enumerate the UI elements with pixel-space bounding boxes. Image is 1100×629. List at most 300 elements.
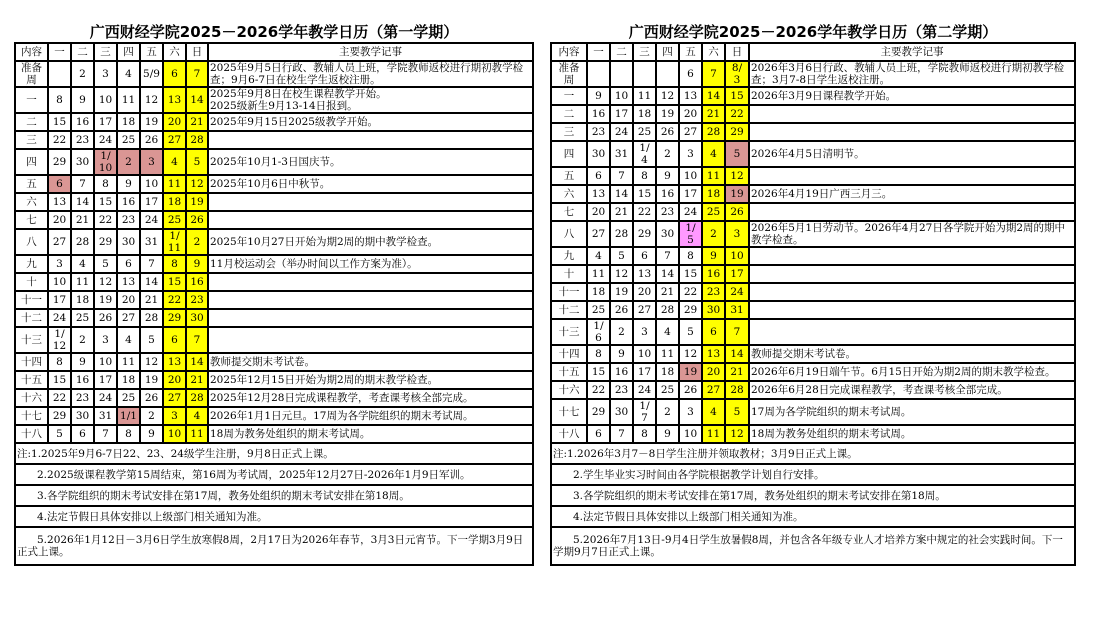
day-cell: 5	[679, 319, 702, 345]
day-cell: 27	[163, 389, 186, 407]
day-cell: 11	[587, 265, 610, 283]
day-cell: 7	[656, 247, 679, 265]
day-cell: 23	[117, 211, 140, 229]
week-row	[15, 113, 533, 131]
event-note: 2026年6月19日端午节。6月15日开始为期2周的期末教学检查。	[749, 363, 1075, 381]
day-cell: 10	[679, 425, 702, 443]
week-row	[15, 255, 533, 273]
week-label: 三	[551, 123, 587, 141]
header-weekday: 日	[725, 43, 749, 61]
day-cell: 29	[48, 149, 71, 175]
day-cell: 5	[725, 141, 749, 167]
header-weekday: 六	[163, 43, 186, 61]
day-cell: 25	[117, 389, 140, 407]
day-cell: 29	[48, 407, 71, 425]
event-note	[749, 123, 1075, 141]
day-cell: 27	[48, 229, 71, 255]
day-cell: 25	[587, 301, 610, 319]
day-cell: 6	[587, 167, 610, 185]
week-label: 十八	[551, 425, 587, 443]
header-row	[15, 43, 533, 61]
day-cell: 2	[140, 407, 163, 425]
day-cell: 12	[140, 87, 163, 113]
week-row	[551, 283, 1075, 301]
footnote-row	[15, 485, 533, 506]
day-cell: 2	[186, 229, 208, 255]
day-cell: 16	[71, 371, 94, 389]
day-cell: 8	[587, 345, 610, 363]
header-weekday: 四	[656, 43, 679, 61]
footnote-row	[15, 527, 533, 565]
event-note	[749, 265, 1075, 283]
day-cell: 28	[71, 229, 94, 255]
day-cell: 6	[587, 425, 610, 443]
day-cell: 20	[633, 283, 656, 301]
week-label: 十六	[551, 381, 587, 399]
day-cell: 22	[163, 291, 186, 309]
day-cell: 15	[163, 273, 186, 291]
day-cell: 16	[587, 105, 610, 123]
header-content: 内容	[551, 43, 587, 61]
day-cell: 16	[702, 265, 725, 283]
day-cell: 27	[587, 221, 610, 247]
day-cell: 29	[725, 123, 749, 141]
day-cell: 30	[656, 221, 679, 247]
day-cell: 11	[117, 353, 140, 371]
day-cell: 23	[71, 131, 94, 149]
day-cell: 1/1	[117, 407, 140, 425]
week-label: 五	[15, 175, 48, 193]
day-cell: 4	[117, 327, 140, 353]
day-cell: 5	[610, 247, 633, 265]
week-label: 三	[15, 131, 48, 149]
day-cell: 8/ 3	[725, 61, 749, 87]
day-cell: 15	[725, 87, 749, 105]
day-cell: 29	[587, 399, 610, 425]
week-row	[551, 141, 1075, 167]
event-note: 2026年5月1日劳动节。2026年4月27日各学院开始为期2周的期中教学检查。	[749, 221, 1075, 247]
week-row	[551, 247, 1075, 265]
day-cell: 20	[117, 291, 140, 309]
week-row	[551, 399, 1075, 425]
day-cell: 24	[725, 283, 749, 301]
event-note	[208, 291, 533, 309]
day-cell: 19	[140, 113, 163, 131]
day-cell: 24	[94, 389, 117, 407]
day-cell: 25	[633, 123, 656, 141]
day-cell: 19	[140, 371, 163, 389]
day-cell: 28	[610, 221, 633, 247]
day-cell: 10	[725, 247, 749, 265]
event-note	[208, 309, 533, 327]
week-label: 九	[551, 247, 587, 265]
day-cell: 11	[633, 87, 656, 105]
week-row	[15, 149, 533, 175]
header-weekday: 三	[94, 43, 117, 61]
day-cell: 6	[633, 247, 656, 265]
footnote: 5.2026年1月12日－3月6日学生放寒假8周，2月17日为2026年春节，3月3日元宵节。下一学期3月9日正式上课。	[15, 527, 533, 565]
day-cell: 18	[71, 291, 94, 309]
day-cell: 14	[71, 193, 94, 211]
event-note: 教师提交期末考试卷。	[749, 345, 1075, 363]
event-note: 2026年3月9日课程教学开始。	[749, 87, 1075, 105]
week-row	[551, 345, 1075, 363]
day-cell: 12	[94, 273, 117, 291]
semester-1-title: 广西财经学院2025－2026学年教学日历（第一学期）	[89, 23, 459, 41]
day-cell: 19	[725, 185, 749, 203]
week-label: 一	[551, 87, 587, 105]
week-label: 十四	[551, 345, 587, 363]
day-cell: 21	[186, 113, 208, 131]
day-cell: 1/ 10	[94, 149, 117, 175]
day-cell: 4	[71, 255, 94, 273]
week-label: 七	[15, 211, 48, 229]
day-cell: 19	[94, 291, 117, 309]
day-cell: 2	[610, 319, 633, 345]
day-cell: 8	[48, 87, 71, 113]
day-cell: 21	[702, 105, 725, 123]
day-cell: 23	[71, 389, 94, 407]
week-row	[15, 273, 533, 291]
week-row	[551, 363, 1075, 381]
event-note: 2025年12月15日开始为期2周的期末教学检查。	[208, 371, 533, 389]
footnote: 3.各学院组织的期末考试安排在第17周，教务处组织的期末考试安排在第18周。	[551, 485, 1075, 506]
event-note: 2026年4月19日广西三月三。	[749, 185, 1075, 203]
day-cell: 30	[71, 149, 94, 175]
week-label: 十六	[15, 389, 48, 407]
week-label: 五	[551, 167, 587, 185]
day-cell: 4	[163, 149, 186, 175]
day-cell: 10	[94, 87, 117, 113]
event-note: 2026年6月28日完成课程教学，考查课考核全部完成。	[749, 381, 1075, 399]
day-cell: 26	[610, 301, 633, 319]
week-label: 十五	[551, 363, 587, 381]
day-cell: 3	[633, 319, 656, 345]
header-row	[551, 43, 1075, 61]
footnote: 2.学生毕业实习时间由各学院根据教学计划自行安排。	[551, 464, 1075, 485]
day-cell: 1/ 4	[633, 141, 656, 167]
day-cell: 20	[679, 105, 702, 123]
day-cell: 2	[71, 61, 94, 87]
day-cell: 9	[71, 353, 94, 371]
day-cell: 23	[610, 381, 633, 399]
header-weekday: 二	[71, 43, 94, 61]
day-cell: 1/ 7	[633, 399, 656, 425]
day-cell: 17	[610, 105, 633, 123]
day-cell: 18	[587, 283, 610, 301]
day-cell: 9	[656, 425, 679, 443]
semester-2-table	[550, 42, 1076, 566]
footnote: 3.各学院组织的期末考试安排在第17周，教务处组织的期末考试安排在第18周。	[15, 485, 533, 506]
day-cell: 6	[163, 327, 186, 353]
day-cell: 5	[725, 399, 749, 425]
week-label: 九	[15, 255, 48, 273]
week-label: 四	[551, 141, 587, 167]
footnote-row	[551, 527, 1075, 565]
day-cell: 5	[186, 149, 208, 175]
week-label: 六	[551, 185, 587, 203]
day-cell: 6	[163, 61, 186, 87]
day-cell: 6	[679, 61, 702, 87]
week-label: 七	[551, 203, 587, 221]
event-note: 2025年9月15日2025级教学开始。	[208, 113, 533, 131]
day-cell: 20	[163, 371, 186, 389]
day-cell: 1/ 11	[163, 229, 186, 255]
day-cell: 12	[656, 87, 679, 105]
header-main-events: 主要教学记事	[208, 43, 533, 61]
day-cell: 7	[186, 327, 208, 353]
day-cell: 2	[656, 399, 679, 425]
week-row	[551, 123, 1075, 141]
day-cell: 30	[186, 309, 208, 327]
day-cell: 9	[587, 87, 610, 105]
week-label: 二	[551, 105, 587, 123]
day-cell: 8	[48, 353, 71, 371]
event-note	[749, 301, 1075, 319]
week-row	[551, 301, 1075, 319]
day-cell: 9	[117, 175, 140, 193]
day-cell: 3	[679, 399, 702, 425]
day-cell: 11	[702, 167, 725, 185]
day-cell: 18	[633, 105, 656, 123]
day-cell: 2	[656, 141, 679, 167]
day-cell: 2	[117, 149, 140, 175]
day-cell: 24	[633, 381, 656, 399]
day-cell: 3	[163, 407, 186, 425]
week-row	[15, 407, 533, 425]
day-cell: 7	[702, 61, 725, 87]
header-main-events: 主要教学记事	[749, 43, 1075, 61]
week-label: 十七	[551, 399, 587, 425]
day-cell: 3	[48, 255, 71, 273]
day-cell: 20	[587, 203, 610, 221]
week-row	[551, 185, 1075, 203]
day-cell: 12	[725, 425, 749, 443]
week-row	[15, 371, 533, 389]
day-cell: 31	[725, 301, 749, 319]
event-note	[208, 131, 533, 149]
day-cell	[633, 61, 656, 87]
event-note	[208, 193, 533, 211]
day-cell: 7	[610, 425, 633, 443]
day-cell: 8	[94, 175, 117, 193]
day-cell: 29	[633, 221, 656, 247]
week-row	[15, 211, 533, 229]
week-row	[551, 381, 1075, 399]
day-cell: 14	[186, 87, 208, 113]
day-cell: 30	[702, 301, 725, 319]
week-label: 十	[551, 265, 587, 283]
day-cell: 29	[163, 309, 186, 327]
day-cell: 6	[71, 425, 94, 443]
day-cell: 17	[48, 291, 71, 309]
day-cell: 5	[94, 255, 117, 273]
event-note	[749, 319, 1075, 345]
day-cell: 13	[633, 265, 656, 283]
day-cell: 10	[94, 353, 117, 371]
event-note: 18周为教务处组织的期末考试周。	[749, 425, 1075, 443]
week-label: 准备 周	[15, 61, 48, 87]
event-note	[208, 211, 533, 229]
footnote-row	[15, 443, 533, 464]
event-note: 2025年9月5日行政、教辅人员上班，学院教师返校进行期初教学检查；9月6-7日在校生学生返校注册。	[208, 61, 533, 87]
header-weekday: 五	[140, 43, 163, 61]
day-cell: 10	[163, 425, 186, 443]
week-label: 十二	[15, 309, 48, 327]
week-label: 十三	[551, 319, 587, 345]
day-cell: 11	[163, 175, 186, 193]
day-cell: 8	[679, 247, 702, 265]
week-row	[15, 425, 533, 443]
week-label: 十二	[551, 301, 587, 319]
day-cell: 17	[633, 363, 656, 381]
semester-2-title: 广西财经学院2025－2026学年教学日历（第二学期）	[628, 23, 998, 41]
day-cell: 3	[94, 327, 117, 353]
week-row	[15, 309, 533, 327]
day-cell: 20	[163, 113, 186, 131]
day-cell: 6	[48, 175, 71, 193]
week-row	[551, 319, 1075, 345]
day-cell: 13	[702, 345, 725, 363]
day-cell: 31	[94, 407, 117, 425]
event-note: 2025年10月1-3日国庆节。	[208, 149, 533, 175]
day-cell: 26	[140, 131, 163, 149]
day-cell: 6	[117, 255, 140, 273]
day-cell: 30	[117, 229, 140, 255]
day-cell: 20	[48, 211, 71, 229]
day-cell: 25	[71, 309, 94, 327]
day-cell: 8	[633, 425, 656, 443]
day-cell: 4	[702, 141, 725, 167]
day-cell: 7	[94, 425, 117, 443]
day-cell: 2	[702, 221, 725, 247]
week-row	[15, 327, 533, 353]
day-cell: 18	[117, 371, 140, 389]
day-cell: 7	[186, 61, 208, 87]
day-cell: 31	[610, 141, 633, 167]
day-cell: 14	[186, 353, 208, 371]
footnote: 2.2025级课程教学第15周结束，第16周为考试周，2025年12月27日-2026年1月9日军训。	[15, 464, 533, 485]
day-cell: 26	[94, 309, 117, 327]
day-cell: 27	[679, 123, 702, 141]
footnote-row	[551, 485, 1075, 506]
day-cell: 3	[94, 61, 117, 87]
day-cell: 5	[140, 327, 163, 353]
week-row	[15, 291, 533, 309]
day-cell: 7	[610, 167, 633, 185]
event-note	[208, 327, 533, 353]
day-cell: 23	[186, 291, 208, 309]
week-row	[15, 353, 533, 371]
day-cell: 15	[48, 113, 71, 131]
event-note	[208, 273, 533, 291]
day-cell: 12	[140, 353, 163, 371]
week-row	[15, 389, 533, 407]
day-cell	[48, 61, 71, 87]
footnote: 注:1.2026年3月7－8日学生注册并领取教材；3月9日正式上课。	[551, 443, 1075, 464]
day-cell: 14	[140, 273, 163, 291]
event-note: 18周为教务处组织的期末考试周。	[208, 425, 533, 443]
day-cell: 31	[140, 229, 163, 255]
event-note: 2026年1月1日元旦。17周为各学院组织的期末考试周。	[208, 407, 533, 425]
semester-1-table	[14, 42, 534, 566]
day-cell: 18	[163, 193, 186, 211]
day-cell: 25	[702, 203, 725, 221]
header-weekday: 二	[610, 43, 633, 61]
day-cell: 22	[587, 381, 610, 399]
footnote: 4.法定节假日具体安排以上级部门相关通知为准。	[15, 506, 533, 527]
event-note: 17周为各学院组织的期末考试周。	[749, 399, 1075, 425]
day-cell: 3	[725, 221, 749, 247]
day-cell: 27	[117, 309, 140, 327]
week-row	[15, 229, 533, 255]
day-cell: 26	[140, 389, 163, 407]
day-cell: 11	[71, 273, 94, 291]
day-cell: 9	[140, 425, 163, 443]
day-cell: 1/ 12	[48, 327, 71, 353]
day-cell: 13	[163, 353, 186, 371]
day-cell: 30	[71, 407, 94, 425]
day-cell: 13	[163, 87, 186, 113]
day-cell: 17	[679, 185, 702, 203]
day-cell: 12	[186, 175, 208, 193]
day-cell: 25	[117, 131, 140, 149]
footnote: 4.法定节假日具体安排以上级部门相关通知为准。	[551, 506, 1075, 527]
day-cell: 28	[186, 131, 208, 149]
day-cell: 1/ 5	[679, 221, 702, 247]
day-cell: 30	[610, 399, 633, 425]
week-row	[551, 203, 1075, 221]
event-note: 2025年9月8日在校生课程教学开始。 2025级新生9月13-14日报到。	[208, 87, 533, 113]
day-cell: 28	[725, 381, 749, 399]
day-cell: 26	[186, 211, 208, 229]
day-cell: 3	[679, 141, 702, 167]
day-cell: 29	[679, 301, 702, 319]
header-weekday: 六	[702, 43, 725, 61]
day-cell: 28	[186, 389, 208, 407]
day-cell: 24	[679, 203, 702, 221]
day-cell: 21	[140, 291, 163, 309]
day-cell: 18	[117, 113, 140, 131]
week-label: 十一	[551, 283, 587, 301]
day-cell: 17	[94, 113, 117, 131]
day-cell	[656, 61, 679, 87]
day-cell: 28	[656, 301, 679, 319]
day-cell: 2	[71, 327, 94, 353]
week-label: 准备 周	[551, 61, 587, 87]
day-cell: 14	[610, 185, 633, 203]
event-note: 2025年10月27日开始为期2周的期中教学检查。	[208, 229, 533, 255]
week-row	[551, 425, 1075, 443]
header-weekday: 一	[587, 43, 610, 61]
header-weekday: 三	[633, 43, 656, 61]
day-cell: 24	[94, 131, 117, 149]
day-cell: 10	[48, 273, 71, 291]
day-cell: 22	[94, 211, 117, 229]
footnote: 注:1.2025年9月6-7日22、23、24级学生注册，9月8日正式上课。	[15, 443, 533, 464]
week-row	[551, 167, 1075, 185]
day-cell: 26	[725, 203, 749, 221]
day-cell: 14	[656, 265, 679, 283]
event-note	[749, 247, 1075, 265]
day-cell: 12	[610, 265, 633, 283]
day-cell: 8	[163, 255, 186, 273]
day-cell: 24	[140, 211, 163, 229]
day-cell: 22	[679, 283, 702, 301]
day-cell: 9	[610, 345, 633, 363]
day-cell: 29	[94, 229, 117, 255]
footnote-row	[551, 506, 1075, 527]
